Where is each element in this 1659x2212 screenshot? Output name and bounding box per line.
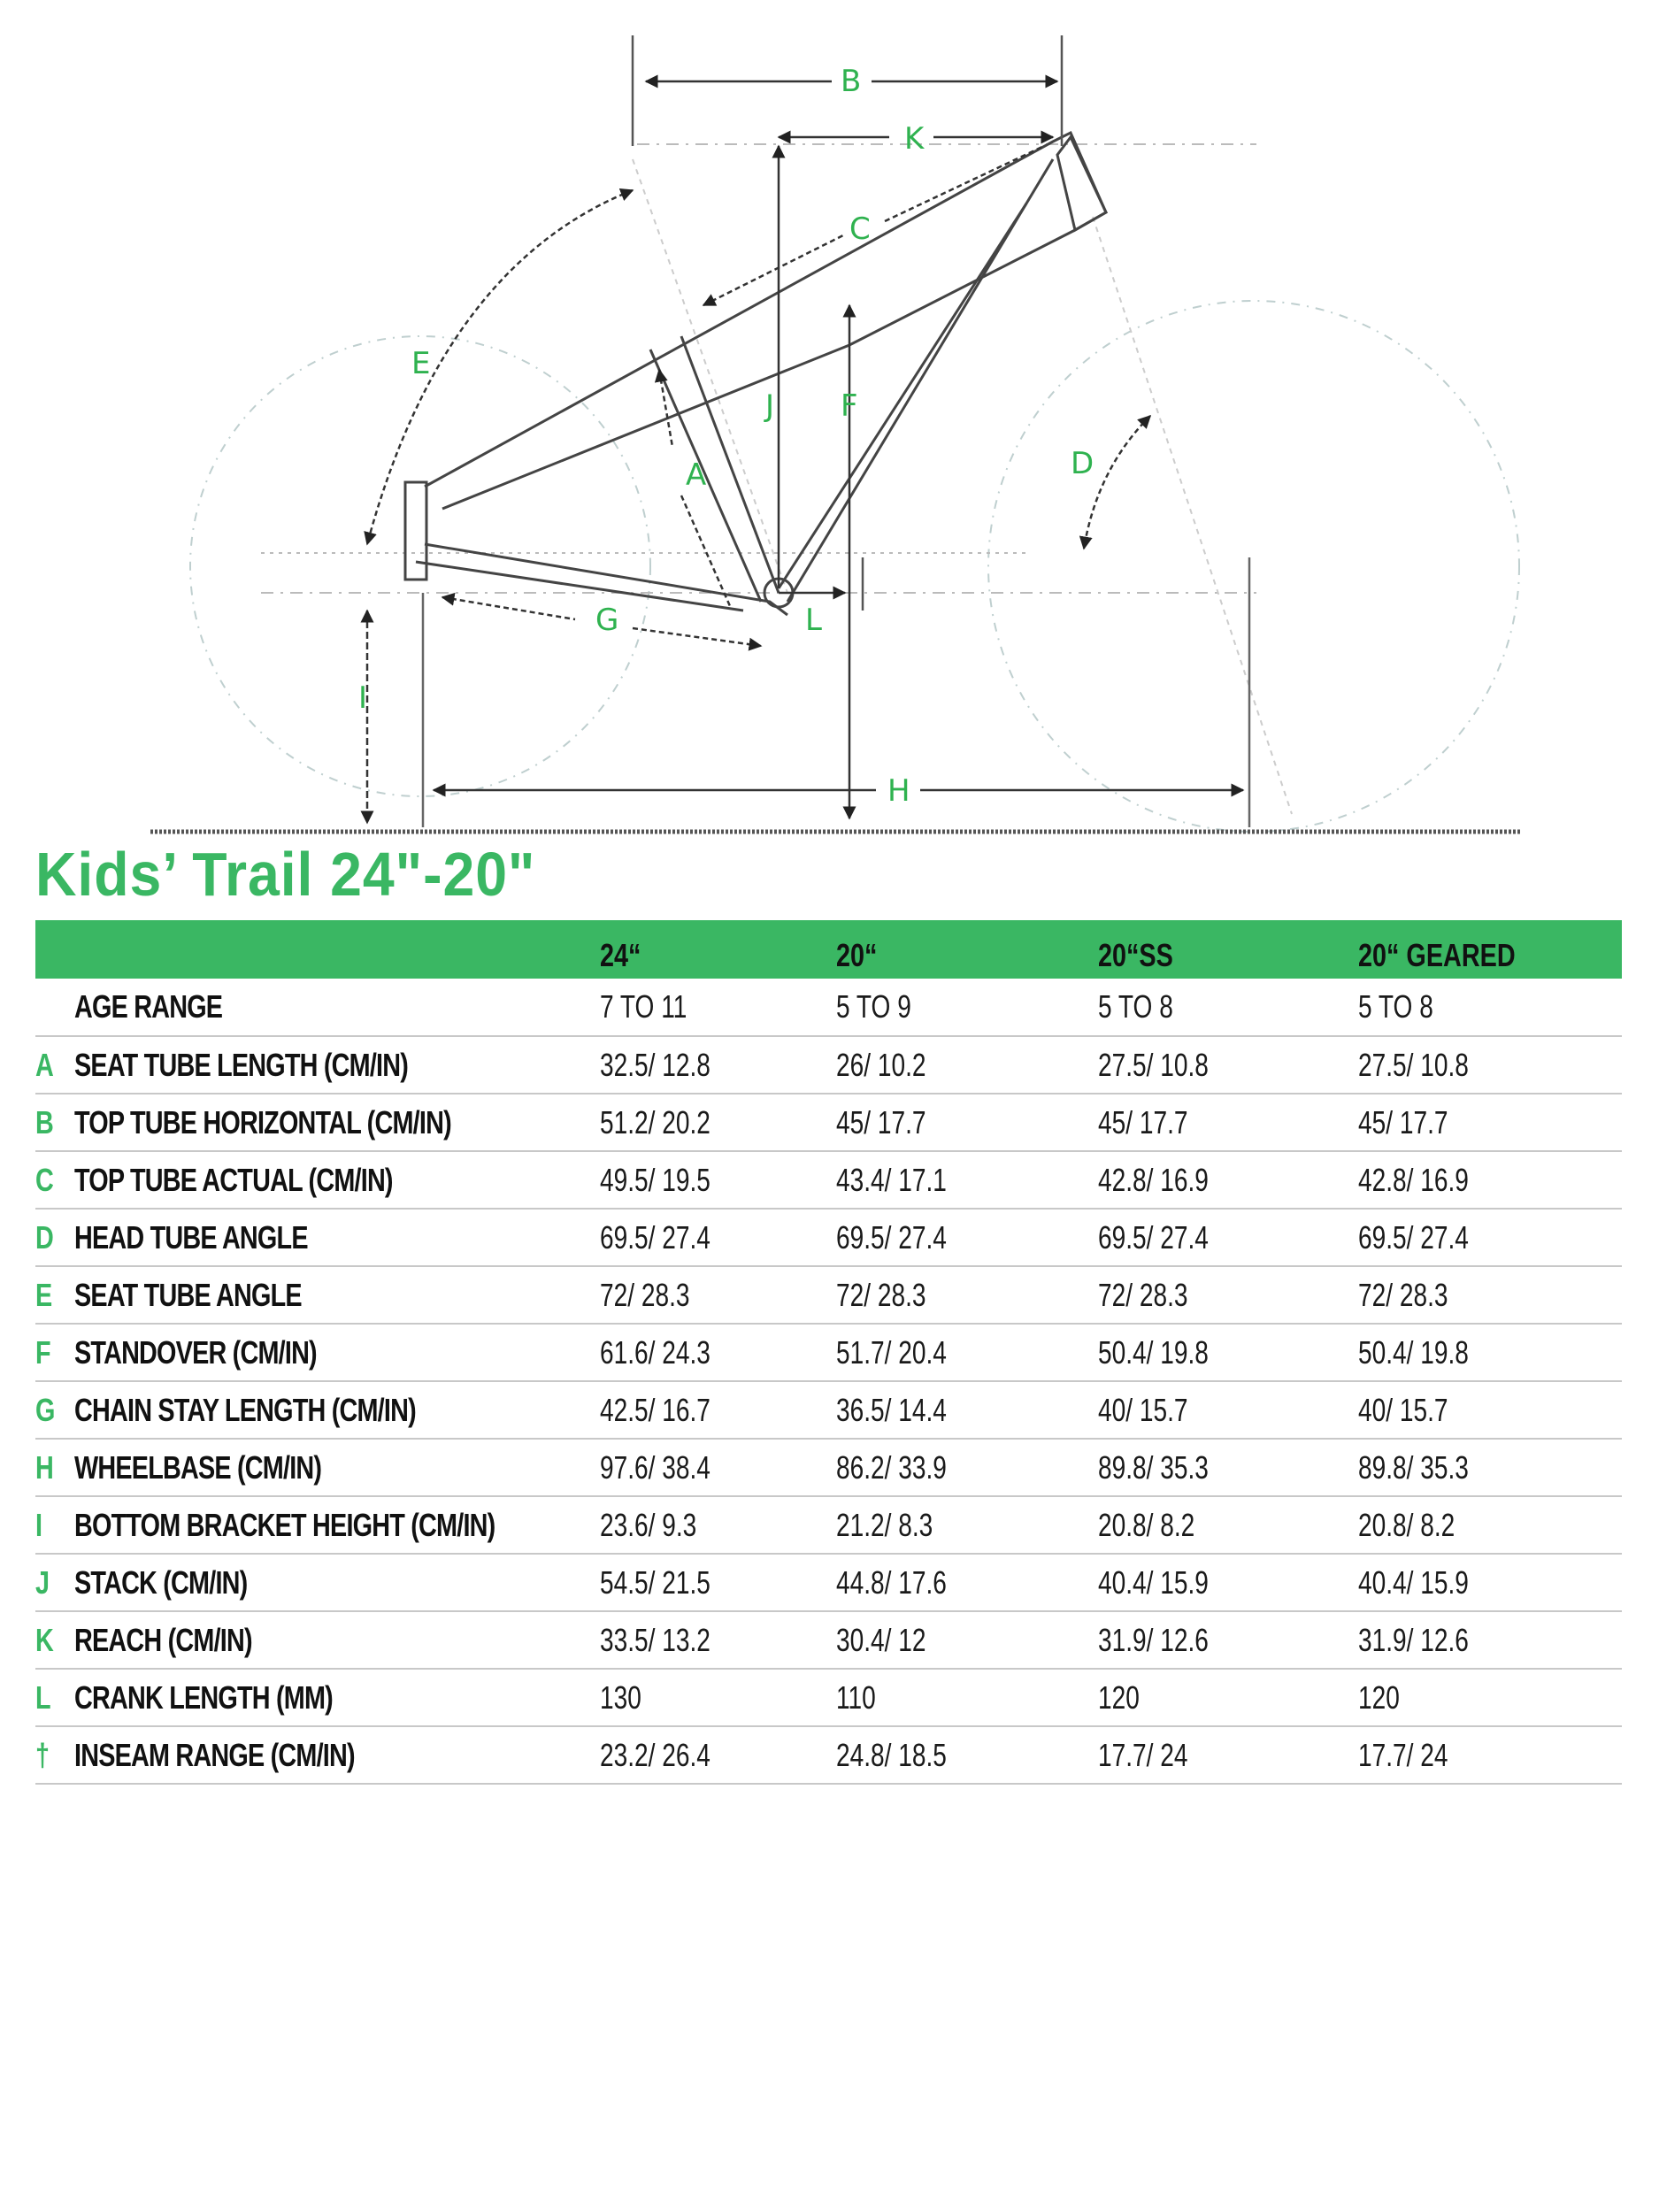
row-label: BOTTOM BRACKET HEIGHT (CM/IN) — [74, 1506, 495, 1543]
bike-frame — [405, 133, 1106, 615]
row-letter: † — [35, 1736, 50, 1773]
value-20ss: 89.8/ 35.3 — [1098, 1448, 1210, 1486]
value-20-geared: 120 — [1358, 1678, 1401, 1716]
label-l: L — [805, 603, 822, 638]
row-letter: I — [35, 1506, 43, 1543]
value-20: 45/ 17.7 — [836, 1103, 926, 1141]
value-24: 42.5/ 16.7 — [600, 1391, 711, 1428]
value-20ss: 42.8/ 16.9 — [1098, 1161, 1210, 1198]
value-24: 51.2/ 20.2 — [600, 1103, 711, 1141]
value-20: 86.2/ 33.9 — [836, 1448, 948, 1486]
value-20-geared: 45/ 17.7 — [1358, 1103, 1448, 1141]
header-20ss: 20“SS — [1098, 937, 1174, 973]
value-20-geared: 20.8/ 8.2 — [1358, 1506, 1455, 1543]
row-label: STACK (CM/IN) — [74, 1563, 248, 1601]
row-label: SEAT TUBE ANGLE — [74, 1276, 302, 1313]
row-letter: D — [35, 1218, 54, 1256]
table-row — [35, 1496, 1622, 1554]
geometry-table — [35, 920, 1622, 1785]
value-20: 72/ 28.3 — [836, 1276, 926, 1313]
value-20-geared: 31.9/ 12.6 — [1358, 1621, 1470, 1658]
label-b: B — [841, 64, 862, 99]
value-20-geared: 50.4/ 19.8 — [1358, 1333, 1470, 1371]
table-row — [35, 1726, 1622, 1784]
value-20: 30.4/ 12 — [836, 1621, 926, 1658]
front-wheel — [988, 301, 1519, 832]
row-letter: E — [35, 1276, 53, 1313]
table-header-row — [35, 920, 1622, 979]
value-20-geared: 17.7/ 24 — [1358, 1736, 1448, 1773]
value-20ss: 31.9/ 12.6 — [1098, 1621, 1210, 1658]
value-20ss: 45/ 17.7 — [1098, 1103, 1188, 1141]
table-row — [35, 1036, 1622, 1094]
row-label: TOP TUBE HORIZONTAL (CM/IN) — [74, 1103, 451, 1141]
value-20ss: 120 — [1098, 1678, 1141, 1716]
value-20: 69.5/ 27.4 — [836, 1218, 948, 1256]
value-20: 44.8/ 17.6 — [836, 1563, 948, 1601]
row-label: STANDOVER (CM/IN) — [74, 1333, 317, 1371]
value-24: 72/ 28.3 — [600, 1276, 690, 1313]
header-20-geared: 20“ GEARED — [1358, 937, 1516, 973]
table-row — [35, 1554, 1622, 1611]
value-20: 5 TO 9 — [836, 988, 912, 1025]
table-row — [35, 1094, 1622, 1151]
value-20-geared: 72/ 28.3 — [1358, 1276, 1448, 1313]
value-20-geared: 5 TO 8 — [1358, 988, 1434, 1025]
value-24: 130 — [600, 1678, 642, 1716]
row-label: AGE RANGE — [74, 988, 223, 1025]
value-20ss: 72/ 28.3 — [1098, 1276, 1188, 1313]
value-20: 36.5/ 14.4 — [836, 1391, 948, 1428]
table-row — [35, 1209, 1622, 1266]
value-20ss: 20.8/ 8.2 — [1098, 1506, 1195, 1543]
value-20-geared: 69.5/ 27.4 — [1358, 1218, 1470, 1256]
row-label: TOP TUBE ACTUAL (CM/IN) — [74, 1161, 393, 1198]
row-label: WHEELBASE (CM/IN) — [74, 1448, 322, 1486]
value-20-geared: 27.5/ 10.8 — [1358, 1046, 1470, 1083]
table-row — [35, 1611, 1622, 1669]
label-a: A — [686, 457, 707, 493]
row-letter — [35, 979, 74, 1036]
table-row — [35, 1266, 1622, 1324]
bike-geometry-diagram — [0, 0, 1659, 841]
value-20ss: 27.5/ 10.8 — [1098, 1046, 1210, 1083]
row-label: INSEAM RANGE (CM/IN) — [74, 1736, 355, 1773]
row-label: CHAIN STAY LENGTH (CM/IN) — [74, 1391, 416, 1428]
value-20: 21.2/ 8.3 — [836, 1506, 933, 1543]
value-20ss: 17.7/ 24 — [1098, 1736, 1188, 1773]
table-row — [35, 1381, 1622, 1439]
value-24: 7 TO 11 — [600, 988, 687, 1025]
header-label — [74, 920, 600, 979]
table-row — [35, 1669, 1622, 1726]
row-letter: B — [35, 1103, 54, 1141]
row-label: HEAD TUBE ANGLE — [74, 1218, 308, 1256]
header-24: 24“ — [600, 937, 641, 973]
value-24: 23.6/ 9.3 — [600, 1506, 697, 1543]
geometry-drawing — [0, 0, 1659, 841]
row-letter: H — [35, 1448, 54, 1486]
value-24: 97.6/ 38.4 — [600, 1448, 711, 1486]
table-row — [35, 979, 1622, 1036]
value-24: 69.5/ 27.4 — [600, 1218, 711, 1256]
value-20-geared: 89.8/ 35.3 — [1358, 1448, 1470, 1486]
value-24: 61.6/ 24.3 — [600, 1333, 711, 1371]
value-20-geared: 40/ 15.7 — [1358, 1391, 1448, 1428]
value-20ss: 5 TO 8 — [1098, 988, 1174, 1025]
table-row — [35, 1324, 1622, 1381]
label-j: J — [765, 388, 775, 424]
label-e: E — [411, 346, 431, 381]
value-20ss: 69.5/ 27.4 — [1098, 1218, 1210, 1256]
page-title: Kids’ Trail 24"-20" — [35, 840, 536, 909]
value-24: 23.2/ 26.4 — [600, 1736, 711, 1773]
row-letter: F — [35, 1333, 51, 1371]
value-20: 110 — [836, 1678, 877, 1716]
value-24: 54.5/ 21.5 — [600, 1563, 711, 1601]
value-20ss: 40.4/ 15.9 — [1098, 1563, 1210, 1601]
rear-wheel — [190, 336, 650, 796]
table-row — [35, 1151, 1622, 1209]
value-20ss: 40/ 15.7 — [1098, 1391, 1188, 1428]
value-20ss: 50.4/ 19.8 — [1098, 1333, 1210, 1371]
value-20: 26/ 10.2 — [836, 1046, 926, 1083]
row-letter: K — [35, 1621, 54, 1658]
label-h: H — [887, 773, 910, 809]
value-20-geared: 40.4/ 15.9 — [1358, 1563, 1470, 1601]
row-label: REACH (CM/IN) — [74, 1621, 252, 1658]
label-g: G — [595, 603, 619, 638]
header-20: 20“ — [836, 937, 878, 973]
row-letter: L — [35, 1678, 51, 1716]
row-label: SEAT TUBE LENGTH (CM/IN) — [74, 1046, 409, 1083]
value-20: 24.8/ 18.5 — [836, 1736, 948, 1773]
value-20-geared: 42.8/ 16.9 — [1358, 1161, 1470, 1198]
value-20: 51.7/ 20.4 — [836, 1333, 948, 1371]
label-c: C — [849, 211, 871, 247]
value-20: 43.4/ 17.1 — [836, 1161, 948, 1198]
value-24: 32.5/ 12.8 — [600, 1046, 711, 1083]
label-k: K — [904, 121, 925, 157]
row-letter: G — [35, 1391, 56, 1428]
row-letter: J — [35, 1563, 50, 1601]
label-i: I — [358, 680, 368, 716]
value-24: 33.5/ 13.2 — [600, 1621, 711, 1658]
row-letter: C — [35, 1161, 54, 1198]
row-letter: A — [35, 1046, 54, 1083]
table-row — [35, 1439, 1622, 1496]
label-d: D — [1071, 446, 1094, 481]
row-label: CRANK LENGTH (MM) — [74, 1678, 333, 1716]
label-f: F — [841, 388, 858, 424]
header-letter — [35, 920, 74, 979]
value-24: 49.5/ 19.5 — [600, 1161, 711, 1198]
